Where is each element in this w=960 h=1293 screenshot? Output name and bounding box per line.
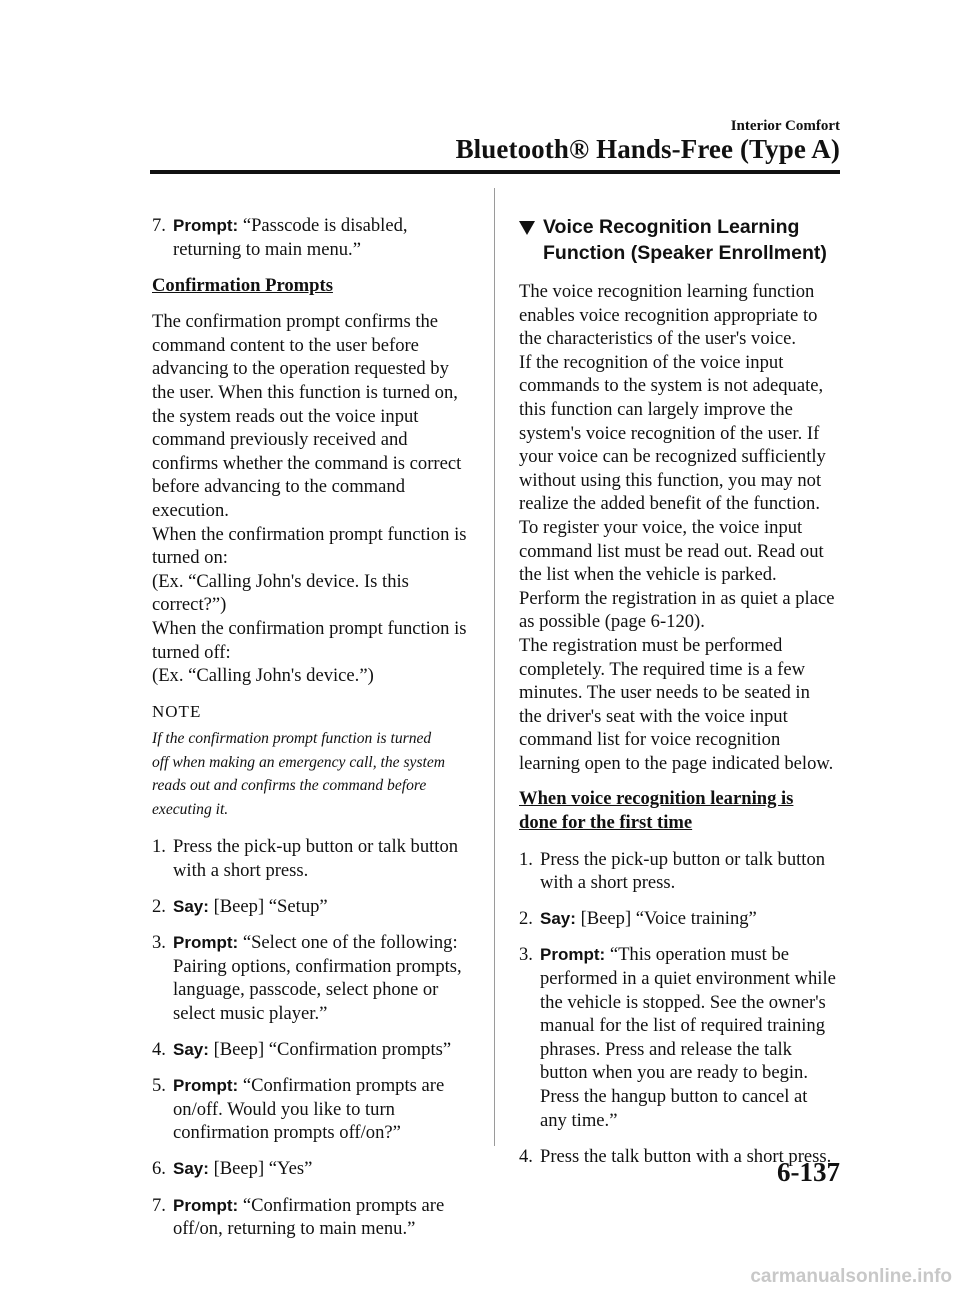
text-line: advancing to the operation requested by — [152, 358, 449, 380]
step-number: 2. — [152, 896, 166, 918]
left-column — [152, 214, 474, 1253]
list-item — [152, 835, 474, 882]
first-time-heading — [519, 787, 843, 834]
step-text: “Confirmation prompts are — [238, 1075, 445, 1097]
text-line: as possible (page 6-120). — [519, 611, 705, 633]
page-title: Bluetooth® Hands-Free (Type A) — [455, 134, 840, 164]
step-text: off/on, returning to main menu.” — [173, 1218, 416, 1240]
step-label: Say: — [540, 909, 576, 929]
text-line: commands to the system is not adequate, — [519, 375, 824, 397]
section-heading — [519, 214, 843, 266]
step-text: Press the pick-up button or talk button — [173, 836, 459, 858]
list-item — [152, 1074, 474, 1145]
step-label: Say: — [173, 897, 209, 917]
text-line: without using this function, you may not — [519, 469, 822, 491]
text-line: minutes. The user needs to be seated in — [519, 682, 810, 704]
text-line: execution. — [152, 500, 229, 522]
text-line: confirms whether the command is correct — [152, 452, 462, 474]
text-line: reads out and confirms the command before — [152, 777, 427, 795]
right-steps-list — [519, 848, 843, 1169]
text-line: The voice recognition learning function — [519, 281, 815, 302]
step-text: button when you are ready to begin. — [540, 1062, 808, 1084]
list-item — [152, 1157, 474, 1181]
step-label: Prompt: — [173, 1076, 239, 1096]
list-item — [152, 214, 474, 261]
text-line: this function can largely improve the — [519, 398, 793, 420]
step-number: 6. — [152, 1158, 166, 1180]
step-label: Say: — [173, 1040, 209, 1060]
step-text: [Beep] “Confirmation prompts” — [208, 1039, 452, 1061]
text-line: learning open to the page indicated below. — [519, 752, 834, 774]
text-line: enables voice recognition appropriate to — [519, 304, 818, 326]
text-line: the user. When this function is turned on, — [152, 382, 458, 404]
step-text: “This operation must be — [605, 944, 790, 966]
text-line: command list must be read out. Read out — [519, 540, 824, 562]
text-line: The confirmation prompt confirms the — [152, 311, 439, 333]
text-line: command previously received and — [152, 429, 408, 451]
step-number: 2. — [519, 908, 533, 930]
intro-paragraph — [519, 280, 843, 775]
note-text — [152, 727, 474, 821]
step-label: Prompt: — [173, 216, 239, 235]
step-text: [Beep] “Voice training” — [575, 908, 757, 930]
column-divider — [494, 188, 495, 1146]
text-line: command content to the user before — [152, 334, 419, 356]
step-text: “Passcode is disabled, — [238, 215, 408, 236]
step-label: Say: — [173, 1159, 209, 1179]
text-line: (Ex. “Calling John's device.”) — [152, 665, 374, 687]
step-number: 7. — [152, 1194, 166, 1216]
text-line: the system reads out the voice input — [152, 405, 419, 427]
step-label: Prompt: — [173, 1195, 239, 1215]
step-text: the vehicle is stopped. See the owner's — [540, 991, 826, 1013]
text-line: executing it. — [152, 800, 229, 818]
step-text: Press the hangup button to cancel at — [540, 1086, 808, 1107]
first-time-heading-line: When voice recognition learning is — [519, 788, 794, 810]
step-text: [Beep] “Yes” — [208, 1158, 313, 1180]
step-text: returning to main menu.” — [173, 238, 361, 260]
step-text: confirmation prompts off/on?” — [173, 1122, 401, 1144]
text-line: Perform the registration in as quiet a place — [519, 587, 835, 609]
text-line: correct?”) — [152, 594, 227, 616]
step-number: 1. — [152, 836, 166, 858]
text-line: realize the added benefit of the function. — [519, 493, 820, 515]
section-name: Interior Comfort — [730, 118, 840, 134]
text-line: the characteristics of the user's voice. — [519, 328, 796, 350]
step-text: with a short press. — [173, 859, 309, 881]
step-text: any time.” — [540, 1109, 618, 1131]
watermark: carmanualsonline.info — [750, 1266, 952, 1287]
section-heading-line: Voice Recognition Learning — [543, 216, 800, 238]
text-line: When the confirmation prompt function is — [152, 523, 467, 545]
text-line: turned on: — [152, 547, 228, 569]
list-item — [152, 931, 474, 1025]
text-line: command list for voice recognition — [519, 729, 781, 751]
list-item — [152, 1038, 474, 1062]
text-line: The registration must be performed — [519, 634, 783, 656]
text-line: If the confirmation prompt function is turned — [152, 730, 432, 748]
step-text: manual for the list of required training — [540, 1015, 826, 1037]
step-text: “Confirmation prompts are — [238, 1194, 445, 1216]
step-text: performed in a quiet environment while — [540, 968, 836, 990]
right-column — [519, 214, 843, 1181]
confirmation-prompts-heading: Confirmation Prompts — [152, 274, 333, 296]
text-line: When the confirmation prompt function is — [152, 618, 467, 639]
text-line: (Ex. “Calling John's device. Is this — [152, 570, 409, 592]
text-line: off when making an emergency call, the system — [152, 753, 446, 771]
list-item — [152, 1194, 474, 1241]
list-item — [519, 848, 843, 895]
step-number: 3. — [519, 944, 533, 966]
step-text: on/off. Would you like to turn — [173, 1098, 395, 1120]
list-item — [152, 895, 474, 919]
confirmation-paragraph — [152, 310, 474, 688]
step-label: Prompt: — [540, 945, 606, 965]
step-number: 3. — [152, 932, 166, 954]
text-line: turned off: — [152, 641, 231, 663]
text-line: system's voice recognition of the user. If — [519, 422, 820, 444]
step-text: [Beep] “Setup” — [208, 896, 328, 918]
text-line: your voice can be recognized sufficiently — [519, 446, 826, 468]
step-label: Prompt: — [173, 933, 239, 953]
header-rule — [150, 170, 840, 174]
step-number: 4. — [152, 1039, 166, 1061]
text-line: the list when the vehicle is parked. — [519, 564, 777, 586]
left-steps-list — [152, 835, 474, 1240]
step-number: 7. — [152, 215, 166, 236]
text-line: If the recognition of the voice input — [519, 351, 784, 373]
step-text: with a short press. — [540, 872, 676, 894]
step-text: select music player.” — [173, 1002, 328, 1024]
section-heading-line: Function (Speaker Enrollment) — [543, 242, 827, 264]
step-number: 1. — [519, 848, 533, 870]
step-text: Press the talk button with a short press. — [540, 1145, 832, 1167]
step-text: “Select one of the following: — [238, 932, 458, 954]
first-time-heading-line: done for the first time — [519, 812, 693, 834]
step-text: Press the pick-up button or talk button — [540, 848, 826, 870]
text-line: before advancing to the command — [152, 476, 405, 498]
note-label: NOTE — [152, 701, 202, 721]
list-item — [519, 943, 843, 1132]
text-line: To register your voice, the voice input — [519, 516, 803, 538]
triangle-marker-icon — [519, 221, 535, 235]
text-line: completely. The required time is a few — [519, 658, 806, 680]
step-text: phrases. Press and release the talk — [540, 1038, 792, 1060]
list-item — [519, 907, 843, 931]
step-number: 5. — [152, 1075, 166, 1097]
step-number: 4. — [519, 1145, 533, 1167]
text-line: the driver's seat with the voice input — [519, 705, 788, 727]
page-number: 6-137 — [777, 1157, 840, 1187]
step-text: Pairing options, confirmation prompts, — [173, 955, 462, 977]
step-text: language, passcode, select phone or — [173, 979, 439, 1001]
